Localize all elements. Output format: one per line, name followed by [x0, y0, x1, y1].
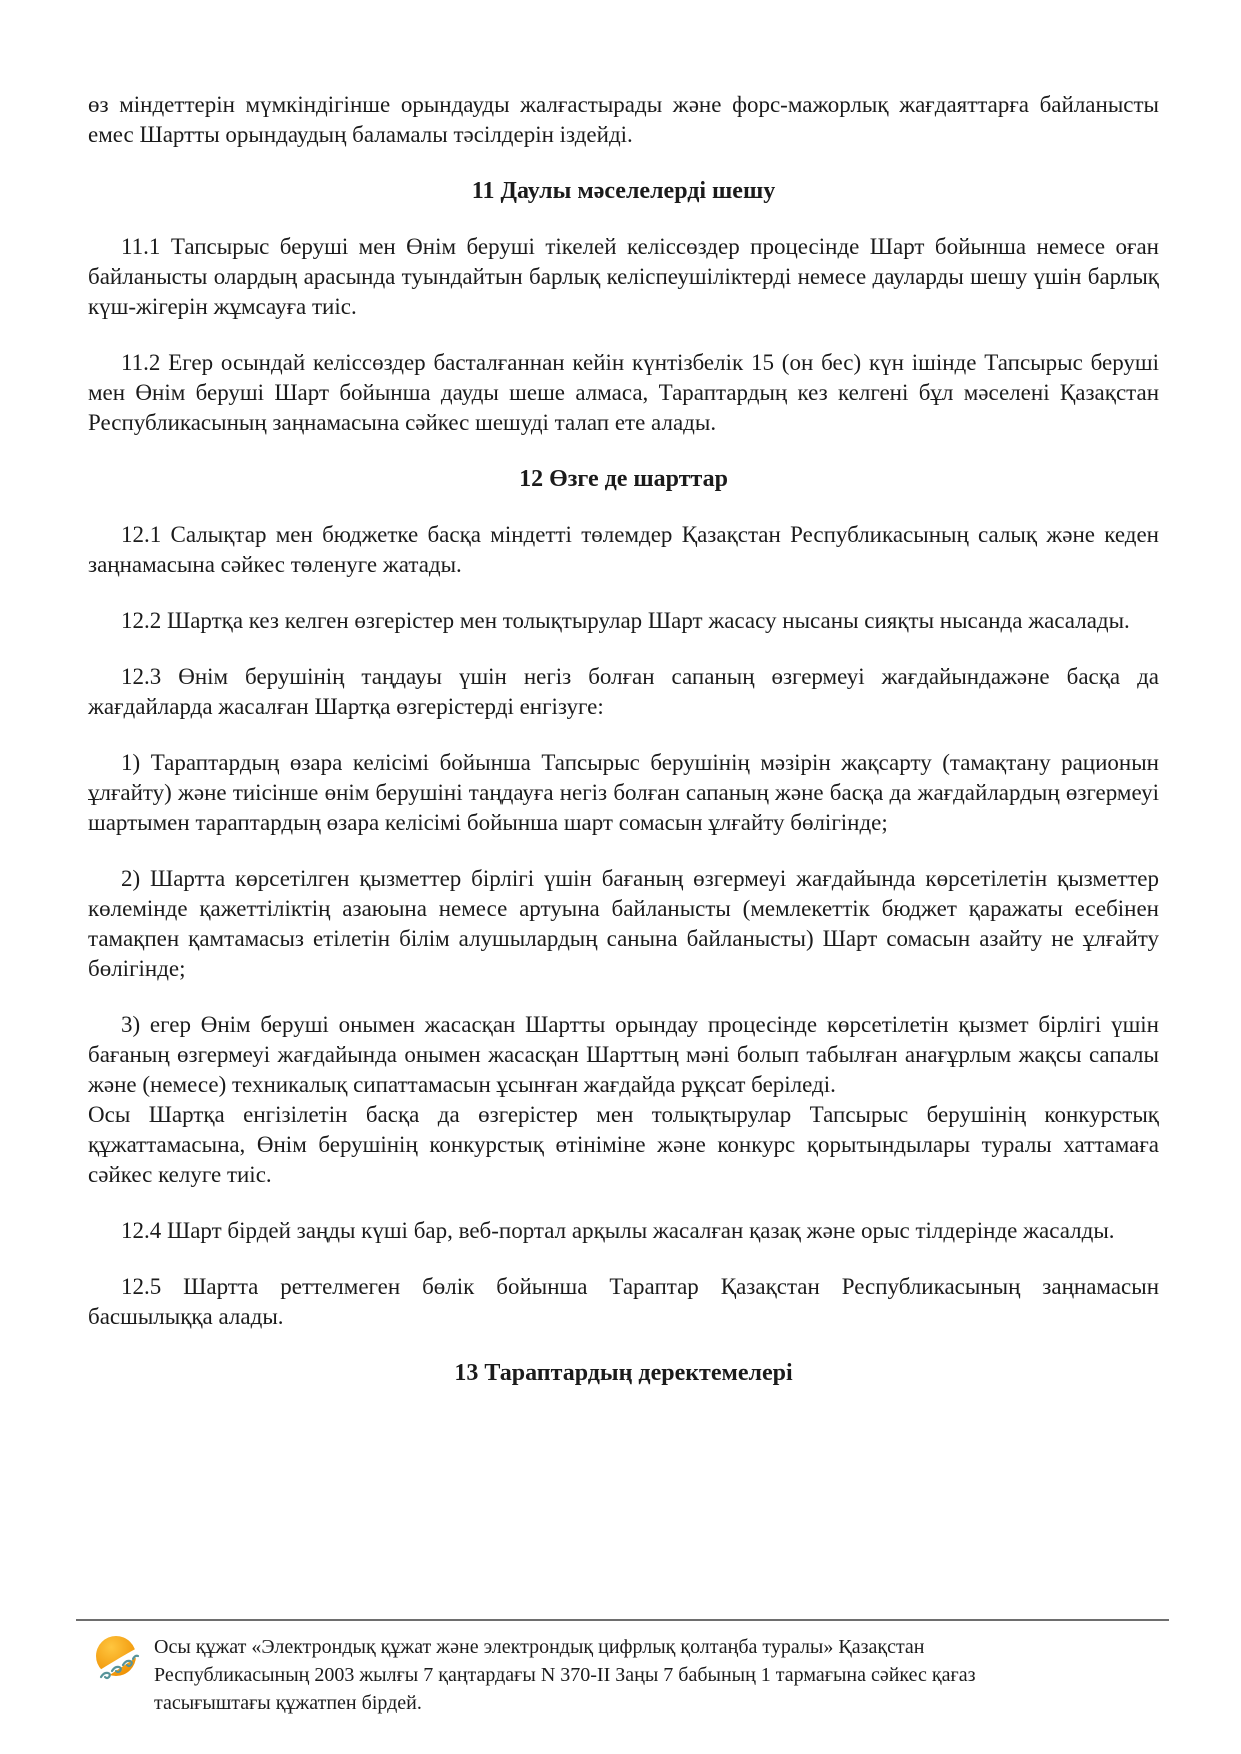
paragraph-12-3: 12.3 Өнім берушінің таңдауы үшін негіз болған сапаның өзгермеуі жағдайындажәне басқа да жағдайларда жасалған Шартқа өзгерістерді енгізуге:: [88, 664, 1159, 719]
paragraph-12-2: 12.2 Шартқа кез келген өзгерістер мен толықтырулар Шарт жасасу нысаны сияқты нысанда жасалады.: [121, 608, 1130, 633]
paragraph-intro-continuation: өз міндеттерін мүмкіндігінше орындауды жалғастырады және форс-мажорлық жағдаяттарға байланысты емес Шартты орындаудың баламалы тәсілдерін іздейді.: [88, 92, 1159, 147]
footer-divider: [76, 1619, 1169, 1621]
section-heading-12: 12 Өзге де шарттар: [519, 466, 728, 492]
section-heading-13: 13 Тараптардың деректемелері: [454, 1360, 793, 1386]
section-heading-11: 11 Даулы мәселелерді шешу: [471, 178, 776, 204]
footer-disclaimer-line-3: тасығыштағы құжатпен бірдей.: [154, 1692, 422, 1714]
footer-disclaimer-line-2: Республикасының 2003 жылғы 7 қаңтардағы N 370-II Заңы 7 бабының 1 тармағына сәйкес қағаз: [154, 1664, 976, 1686]
list-item-12-3-1: 1) Тараптардың өзара келісімі бойынша Тапсырыс берушінің мәзірін жақсарту (тамақтану рационын ұлғайту) және тиісінше өнім берушіні таңдауға негіз болған сапаның және басқа да жағдайлардың өзгермеуі шартымен тараптардың өзара келісімі бойынша шарт сомасын ұлғайту бөлігінде;: [88, 750, 1159, 835]
paragraph-12-4: 12.4 Шарт бірдей заңды күші бар, веб-портал арқылы жасалған қазақ және орыс тілдерінде жасалды.: [121, 1218, 1115, 1243]
list-item-12-3-2: 2) Шартта көрсетілген қызметтер бірлігі үшін бағаның өзгермеуі жағдайында көрсетілетін қызметтер көлемінде қажеттіліктің азаюына немесе артуына байланысты (мемлекеттік бюджет қаражаты есебінен тамақпен қамтамасыз етілетін білім алушылардың санына байланысты) Шарт сомасын азайту не ұлғайту бөлігінде;: [88, 866, 1159, 981]
paragraph-11-1: 11.1 Тапсырыс беруші мен Өнім беруші тікелей келіссөздер процесінде Шарт бойынша немесе оған байланысты олардың арасында туындайтын барлық келіспеушіліктерді немесе дауларды шешу үшін барлық күш-жігерін жұмсауға тиіс.: [88, 234, 1159, 319]
document-body: [88, 90, 1159, 1414]
paragraph-11-2: 11.2 Егер осындай келіссөздер басталғаннан кейін күнтізбелік 15 (он бес) күн ішінде Тапсырыс беруші мен Өнім беруші Шарт бойынша дауды шеше алмаса, Тараптардың кез келгені бұл мәселені Қазақстан Республикасының заңнамасына сәйкес шешуді талап ете алады.: [88, 350, 1159, 435]
paragraph-12-3-note: Осы Шартқа енгізілетін басқа да өзгерістер мен толықтырулар Тапсырыс берушінің конкурстық құжаттамасына, Өнім берушінің конкурстық өтініміне және конкурс қорытындылары туралы хаттамаға сәйкес келуге тиіс.: [88, 1102, 1159, 1187]
paragraph-12-1: 12.1 Салықтар мен бюджетке басқа міндетті төлемдер Қазақстан Республикасының салық және кеден заңнамасына сәйкес төленуге жатады.: [88, 522, 1159, 577]
list-item-12-3-3: 3) егер Өнім беруші онымен жасасқан Шартты орындау процесінде көрсетілетін қызмет бірлігі үшін бағаның өзгермеуі жағдайында онымен жасасқан Шарттың мәні болып табылған анағұрлым жақсы сапалы және (немесе) техникалық сипаттамасын ұсынған жағдайда рұқсат беріледі.: [88, 1012, 1159, 1097]
esignature-disclaimer-footer: [76, 1619, 1169, 1717]
footer-disclaimer-text: [154, 1633, 975, 1717]
footer-disclaimer-line-1: Осы құжат «Электрондық құжат және электрондық цифрлық қолтаңба туралы» Қазақстан: [154, 1636, 925, 1658]
paragraph-12-5: 12.5 Шартта реттелмеген бөлік бойынша Тараптар Қазақстан Республикасының заңнамасын басшылыққа алады.: [88, 1274, 1159, 1329]
egov-sun-kazakh-ornament-logo-icon: [94, 1635, 140, 1683]
